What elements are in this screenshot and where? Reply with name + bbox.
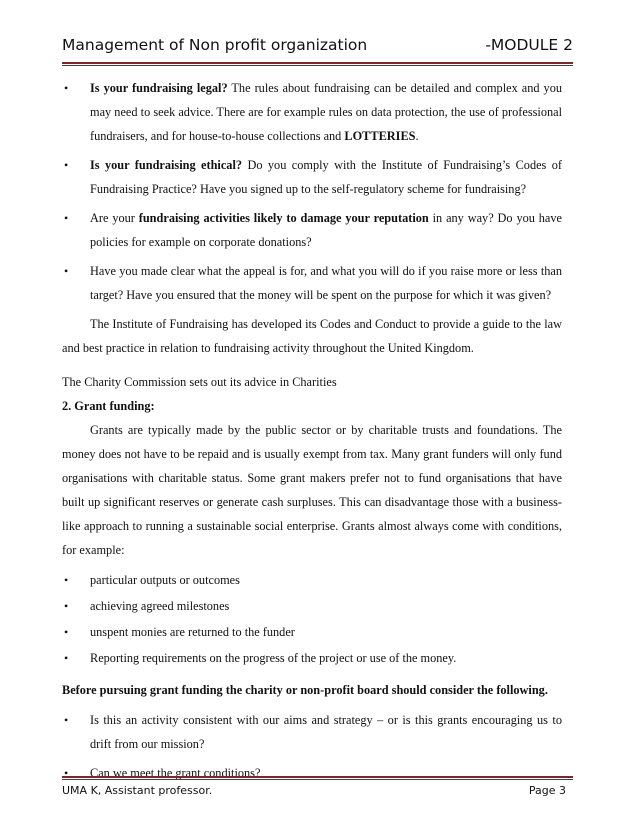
bullet-text: . bbox=[415, 129, 419, 143]
bullet-text: Have you made clear what the appeal is for, and what you will do if you raise more or less than target? Have you ensured that the money will be spent on the purpose for which it was given? bbox=[90, 264, 562, 302]
bullet-appeal-purpose bbox=[62, 259, 562, 307]
list-item-consider: • Can we meet the grant conditions? bbox=[62, 761, 562, 785]
paragraph-grants: Grants are typically made by the public sector or by charitable trusts and foundations. The money does not have to be repaid and is usually exempt from tax. Many grant funders will only fund organisations with charitable status. Some grant makers prefer not to fund organisations that have built up significant reserves or generate cash surpluses. This can disadvantage those with a business-like approach to running a sustainable social enterprise. Grants almost always come with conditions, for example: bbox=[62, 423, 562, 557]
bullet-text: Do you comply with the Institute of Fundraising’s Codes of Fundraising Practice? Have you signed up to the self-regulatory scheme for fundraising? bbox=[90, 158, 562, 196]
bullet-reputation bbox=[62, 206, 562, 254]
bullet-text: The rules about fundraising can be detailed and complex and you may need to seek advice. There are for example rules on data protection, the use of professional fundraisers, and for house-to-house collections and bbox=[90, 81, 562, 143]
section-heading-grant-funding: 2. Grant funding: bbox=[62, 399, 155, 413]
bullet-bold-text: Is your fundraising legal? bbox=[90, 81, 228, 95]
header-module: -MODULE 2 bbox=[485, 36, 573, 54]
page-footer bbox=[62, 784, 566, 797]
paragraph-before-pursuing: Before pursuing grant funding the charity or non-profit board should consider the following. bbox=[62, 683, 548, 697]
bullet-bold-text: LOTTERIES bbox=[344, 129, 416, 143]
header-title: Management of Non profit organization bbox=[62, 36, 368, 54]
list-item-condition: • Reporting requirements on the progress of the project or use of the money. bbox=[62, 646, 562, 670]
footer-author: UMA K, Assistant professor. bbox=[62, 784, 213, 797]
footer-divider bbox=[62, 776, 573, 780]
page-header bbox=[62, 36, 573, 54]
bullet-fundraising-ethical bbox=[62, 153, 562, 201]
bullet-bold-text: Is your fundraising ethical? bbox=[90, 158, 243, 172]
list-item-condition: • particular outputs or outcomes bbox=[62, 568, 562, 592]
list-item-condition: • achieving agreed milestones bbox=[62, 594, 562, 618]
bullet-fundraising-legal bbox=[62, 76, 562, 148]
list-item-condition: • unspent monies are returned to the funder bbox=[62, 620, 562, 644]
bullet-bold-text: fundraising activities likely to damage your reputation bbox=[138, 211, 429, 225]
paragraph-institute: The Institute of Fundraising has developed its Codes and Conduct to provide a guide to the law and best practice in relation to fundraising activity throughout the United Kingdom. bbox=[62, 317, 562, 355]
bullet-text: in any way? Do you have policies for example on corporate donations? bbox=[90, 211, 562, 249]
paragraph-charity-commission: The Charity Commission sets out its advice in Charities bbox=[62, 375, 337, 389]
page-number: Page 3 bbox=[528, 784, 566, 797]
page-content bbox=[62, 76, 562, 790]
header-divider bbox=[62, 62, 573, 66]
bullet-text: Are your bbox=[90, 211, 139, 225]
list-item-consider: • Is this an activity consistent with our aims and strategy – or is this grants encouraging us to drift from our mission? bbox=[62, 708, 562, 756]
